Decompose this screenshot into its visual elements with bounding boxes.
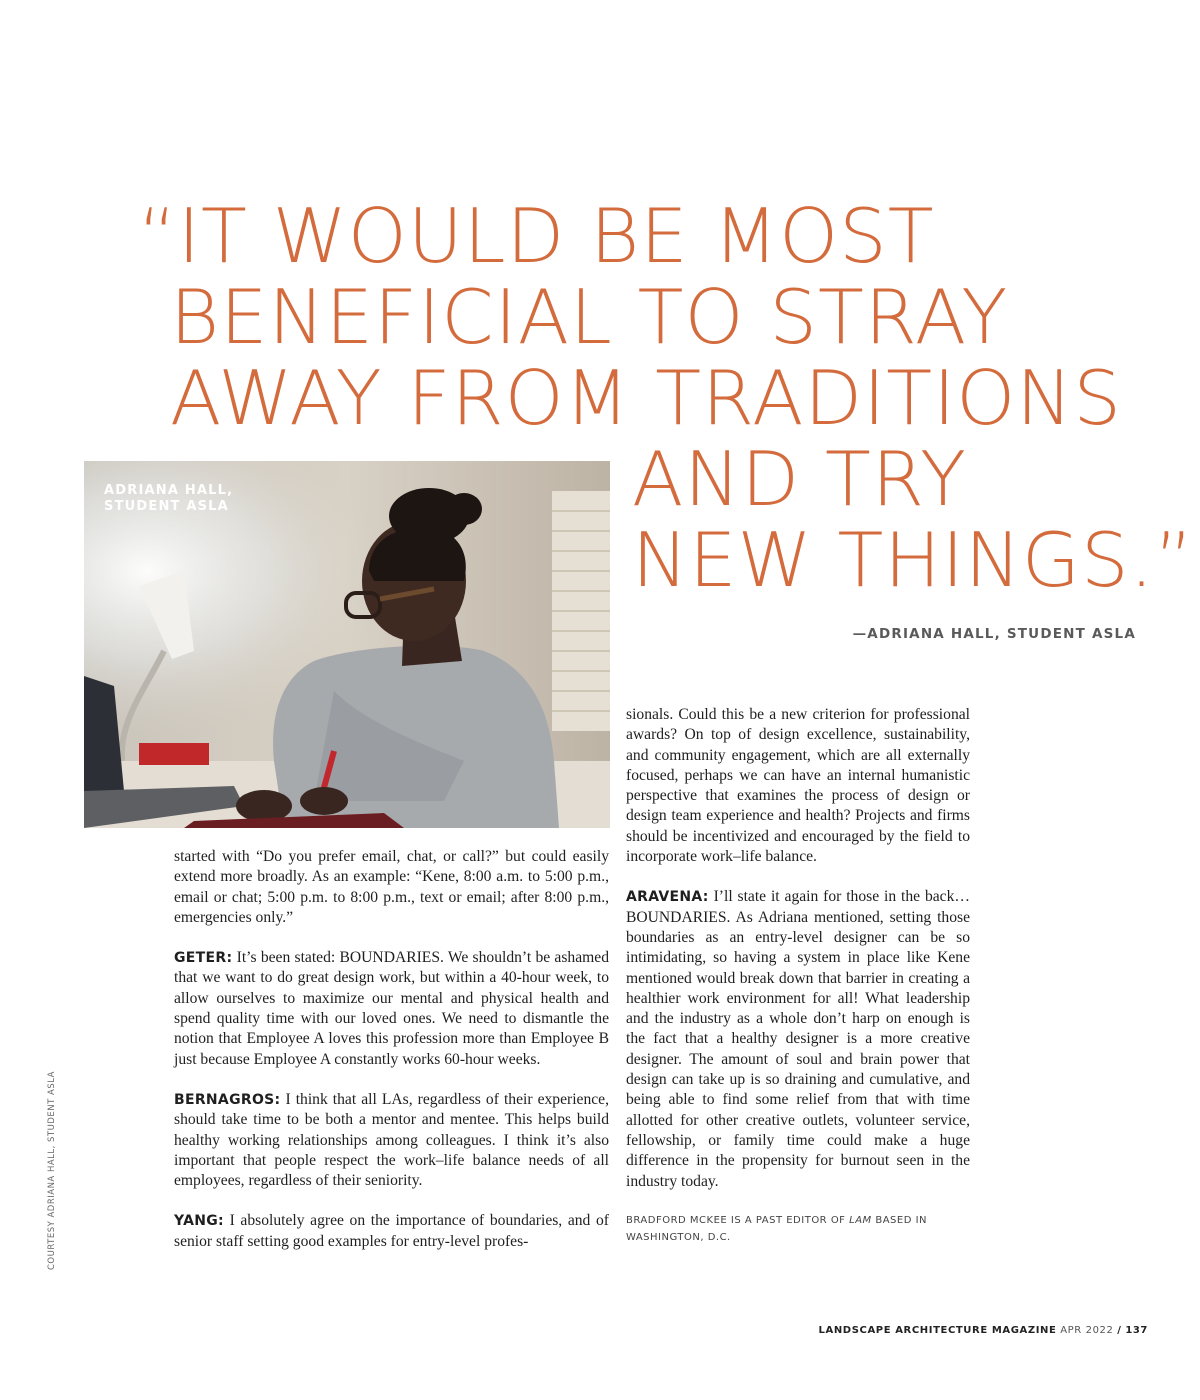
pull-quote-line-2: BENEFICIAL TO STRAY (170, 273, 1009, 361)
paragraph-yang (174, 1211, 609, 1252)
pull-quote-line-1: “IT WOULD BE MOST (138, 192, 935, 280)
photo-credit: COURTESY ADRIANA HALL, STUDENT ASLA (47, 1071, 57, 1270)
photo-adriana-hall (84, 461, 610, 828)
bio-text: BRADFORD MCKEE IS A PAST EDITOR OF (626, 1214, 850, 1226)
paragraph-aravena (626, 887, 970, 1191)
photo-label-line-1: ADRIANA HALL, (104, 483, 234, 498)
issue-date: APR 2022 (1060, 1325, 1114, 1336)
speaker-name: ARAVENA: (626, 889, 709, 906)
magazine-name: LANDSCAPE ARCHITECTURE MAGAZINE (818, 1325, 1057, 1336)
paragraph-text: I absolutely agree on the importance of boundaries, and of senior staff setting good examples for entry-level profes- (174, 1212, 609, 1250)
bio-publication: LAM (849, 1214, 872, 1226)
speaker-name: GETER: (174, 950, 233, 967)
photo-label (104, 483, 233, 515)
pull-quote-line-3: AWAY FROM TRADITIONS (170, 354, 1122, 442)
author-bio (626, 1212, 970, 1246)
pull-quote-line-5: NEW THINGS.” (632, 516, 1195, 604)
paragraph-text: It’s been stated: BOUNDARIES. We shouldn’t be ashamed that we want to do great design work, but within a 40-hour week, to allow ourselves to maximize our mental and physical health and spend quality time with our loved ones. We need to dismantle the notion that Employee A loves this profession more than Employee B just because Employee A constantly works 60-hour weeks. (174, 949, 609, 1068)
page-number: 137 (1125, 1325, 1148, 1336)
photo-label-line-2: STUDENT ASLA (104, 499, 229, 514)
paragraph-geter (174, 948, 609, 1070)
bio-text: BASED IN WASHINGTON, D.C. (626, 1214, 928, 1243)
photo-illustration (84, 461, 610, 828)
pull-quote-line-4: AND TRY (632, 435, 967, 523)
body-column-1 (174, 847, 609, 1272)
folio-separator: / (1117, 1325, 1122, 1336)
pull-quote-attribution: —ADRIANA HALL, STUDENT ASLA (852, 626, 1136, 642)
speaker-name: BERNAGROS: (174, 1091, 281, 1108)
paragraph-text: sionals. Could this be a new criterion for professional awards? On top of design excellence, sustainability, and community engagement, which are all externally focused, perhaps we can have an internal humanistic perspective that examines the process of design or design team experience and health? Projects and firms should be incentivized and encouraged by the field to incorporate work–life balance. (626, 706, 970, 866)
speaker-name: YANG: (174, 1213, 224, 1230)
paragraph (174, 847, 609, 928)
paragraph-bernagros (174, 1090, 609, 1191)
paragraph-text: I’ll state it again for those in the back… BOUNDARIES. As Adriana mentioned, setting those boundaries as an entry-level designer can be so intimidating, so having a system in place like Kene mentioned would break down that barrier in creating a healthier work environment for all! What leadership and the industry as a whole don’t harp on enough is the fact that a healthy designer is a more creative designer. The amount of soul and brain power that design can take up is so draining and cumulative, and being able to find some relief from that with time allotted for other creative outlets, volunteer service, fellowship, or family time could make a huge difference in the propensity for burnout seen in the industry today. (626, 888, 970, 1190)
paragraph-text: I think that all LAs, regardless of their experience, should take time to be both a mentor and mentee. This helps build healthy working relationships among colleagues. I think it’s also important that people respect the work–life balance needs of all employees, regardless of their seniority. (174, 1090, 609, 1190)
paragraph (626, 705, 970, 867)
paragraph-text: started with “Do you prefer email, chat, or call?” but could easily extend more broadly. As an example: “Kene, 8:00 a.m. to 5:00 p.m., email or chat; 5:00 p.m. to 8:00 p.m., text or email; after 8:00 p.m., emergencies only.” (174, 848, 609, 926)
page-folio (819, 1325, 1148, 1336)
body-column-2 (626, 705, 970, 1246)
